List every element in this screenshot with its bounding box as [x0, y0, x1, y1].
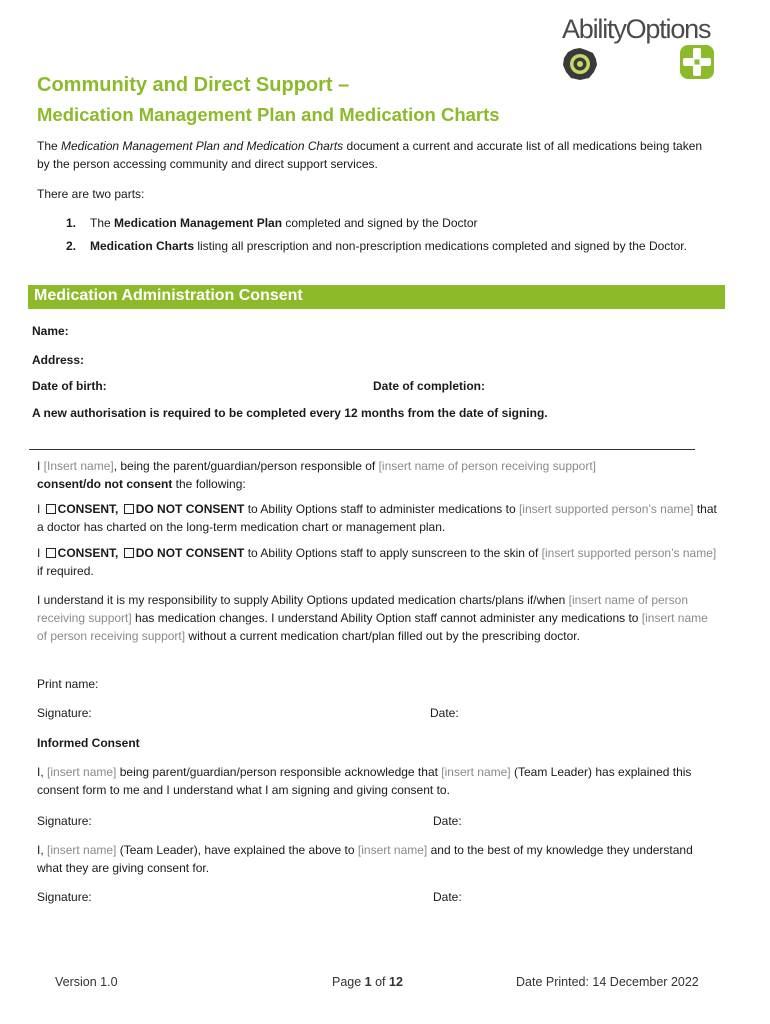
- footer-date-printed: Date Printed: 14 December 2022: [516, 975, 699, 989]
- dob-field-label: Date of birth:: [32, 379, 107, 393]
- footer-version: Version 1.0: [55, 975, 118, 989]
- signature-label: Signature:: [37, 706, 92, 720]
- consent-paragraph-sunscreen: I CONSENT, DO NOT CONSENT to Ability Options staff to apply sunscreen to the skin of [insert supported person’s name] if required.: [37, 546, 717, 578]
- list-item: 1. The Medication Management Plan completed and signed by the Doctor: [66, 216, 478, 230]
- parts-label: There are two parts:: [37, 187, 145, 201]
- placeholder-person: [insert name of person receiving support]: [37, 611, 708, 643]
- placeholder-name: [Insert name]: [43, 459, 114, 473]
- address-field-label: Address:: [32, 353, 85, 367]
- page-subtitle: Medication Management Plan and Medication Charts: [37, 104, 500, 125]
- section-title: Medication Administration Consent: [34, 287, 303, 304]
- placeholder-name: [insert name]: [47, 765, 117, 779]
- intro-paragraph: The Medication Management Plan and Medication Charts document a current and accurate list of all medications being taken by the person accessing community and direct support services.: [37, 139, 703, 171]
- section-header: [28, 285, 725, 309]
- page-title: Community and Direct Support –: [37, 74, 350, 96]
- placeholder-name: [insert name]: [357, 843, 428, 857]
- team-leader-date-label: Date:: [433, 890, 462, 904]
- authorisation-note: A new authorisation is required to be completed every 12 months from the date of signing.: [32, 406, 548, 420]
- consent-checkbox[interactable]: [46, 504, 56, 514]
- footer-page-number: Page 1 of 12: [332, 975, 403, 989]
- brand-logo-text: AbilityOptions: [562, 14, 711, 44]
- informed-consent-heading: Informed Consent: [37, 736, 140, 750]
- informed-date-label: Date:: [433, 814, 462, 828]
- green-cross-icon: [679, 44, 715, 80]
- do-not-consent-checkbox[interactable]: [124, 504, 134, 514]
- sunscreen-do-not-consent-checkbox[interactable]: [124, 548, 134, 558]
- consent-paragraph-responsibility: I understand it is my responsibility to supply Ability Options updated medication charts/plans if/when [insert name of person receiving support] has medication changes. I understand Ability Option staff cannot administer any medications to [insert name of person receiving support] without a current medication chart/plan filled out by the prescribing doctor.: [37, 593, 708, 643]
- date-label: Date:: [430, 706, 459, 720]
- completion-date-field-label: Date of completion:: [373, 379, 486, 393]
- section-divider: [29, 449, 695, 450]
- list-item: 2. Medication Charts listing all prescription and non-prescription medications completed and signed by the Doctor.: [66, 239, 687, 253]
- name-field-label: Name:: [32, 324, 69, 338]
- team-leader-signature-label: Signature:: [37, 890, 92, 904]
- informed-signature-label: Signature:: [37, 814, 92, 828]
- placeholder-name: [insert name]: [441, 765, 511, 779]
- informed-consent-paragraph-1: I, [insert name] being parent/guardian/person responsible acknowledge that [insert name] (Team Leader) has explained this consent form to me and I understand what I am signing and giving consent to.: [37, 765, 692, 797]
- placeholder-supported-person: [insert supported person’s name]: [541, 546, 717, 560]
- placeholder-name: [insert name]: [47, 843, 117, 857]
- consent-paragraph-1: I [Insert name], being the parent/guardian/person responsible of [insert name of person receiving support] consent/do not consent the following:: [37, 459, 597, 491]
- consent-paragraph-medications: I CONSENT, DO NOT CONSENT to Ability Options staff to administer medications to [insert supported person’s name] that a doctor has charted on the long-term medication chart or management plan.: [37, 502, 717, 534]
- placeholder-person: [insert name of person receiving support]: [37, 593, 689, 625]
- placeholder-person: [insert name of person receiving support]: [378, 459, 597, 473]
- sunscreen-consent-checkbox[interactable]: [46, 548, 56, 558]
- document-name: Medication Management Plan and Medication Charts: [61, 139, 344, 153]
- informed-consent-paragraph-2: I, [insert name] (Team Leader), have explained the above to [insert name] and to the best of my knowledge they understand what they are giving consent for.: [37, 843, 693, 875]
- placeholder-supported-person: [insert supported person’s name]: [518, 502, 694, 516]
- print-name-label: Print name:: [37, 677, 99, 691]
- award-seal-icon: [562, 47, 598, 81]
